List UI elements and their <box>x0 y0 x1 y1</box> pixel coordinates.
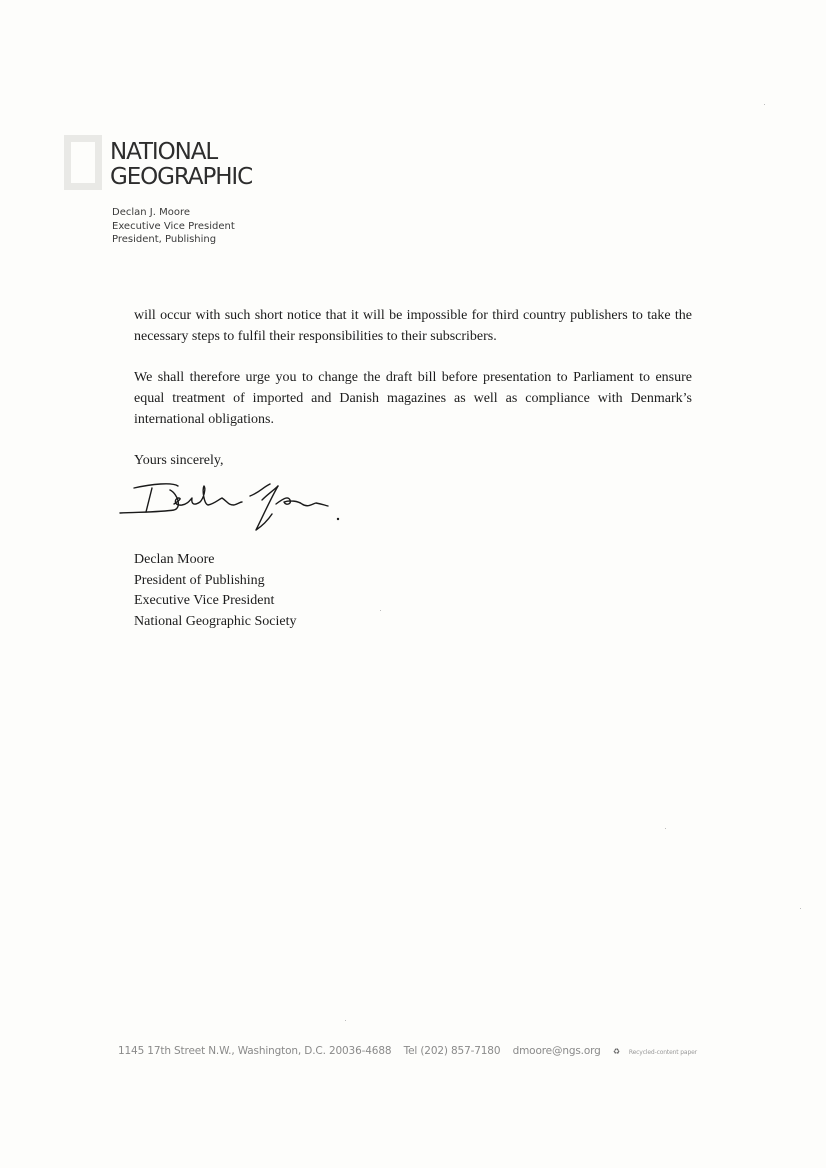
body-paragraph-2: We shall therefore urge you to change the draft bill before presentation to Parliament to ensure equal treatment of imported and Danish magazines as well as compliance with Denmark’s international obligations. <box>134 370 692 427</box>
footer-phone: Tel (202) 857-7180 <box>403 1045 501 1057</box>
signature-block <box>134 550 297 632</box>
signatory-title-2: Executive Vice President <box>134 593 275 608</box>
recycle-icon: ♻ <box>612 1047 620 1056</box>
signatory-title-1: President of Publishing <box>134 572 265 588</box>
handwritten-signature <box>112 474 362 544</box>
logo-line-2: GEOGRAPHIC <box>110 164 253 190</box>
scan-speck <box>800 908 801 909</box>
logo-line-1: NATIONAL <box>110 139 218 165</box>
scan-speck <box>665 828 666 829</box>
letterhead-footer <box>118 1045 697 1057</box>
sender-name: Declan J. Moore <box>112 207 190 218</box>
body-paragraph-1: will occur with such short notice that it will be impossible for third country publishers to take the necessary steps to fulfil their responsibilities to their subscribers. <box>134 308 692 344</box>
brand-logo <box>110 140 252 190</box>
scan-speck <box>380 610 381 611</box>
sender-info <box>112 206 235 247</box>
sender-title-2: President, Publishing <box>112 234 217 245</box>
footer-email: dmoore@ngs.org <box>512 1045 601 1057</box>
signatory-organization: National Geographic Society <box>134 613 297 629</box>
footer-address: 1145 17th Street N.W., Washington, D.C. 20036-4688 <box>118 1045 392 1057</box>
scan-speck <box>764 104 765 105</box>
signatory-name: Declan Moore <box>134 552 215 567</box>
scan-speck <box>345 1020 346 1021</box>
yellow-border-logo-icon <box>64 135 102 190</box>
footer-recycled-note: Recycled-content paper <box>628 1049 697 1056</box>
sender-title-1: Executive Vice President <box>112 220 235 232</box>
closing-salutation: Yours sincerely, <box>134 453 224 468</box>
